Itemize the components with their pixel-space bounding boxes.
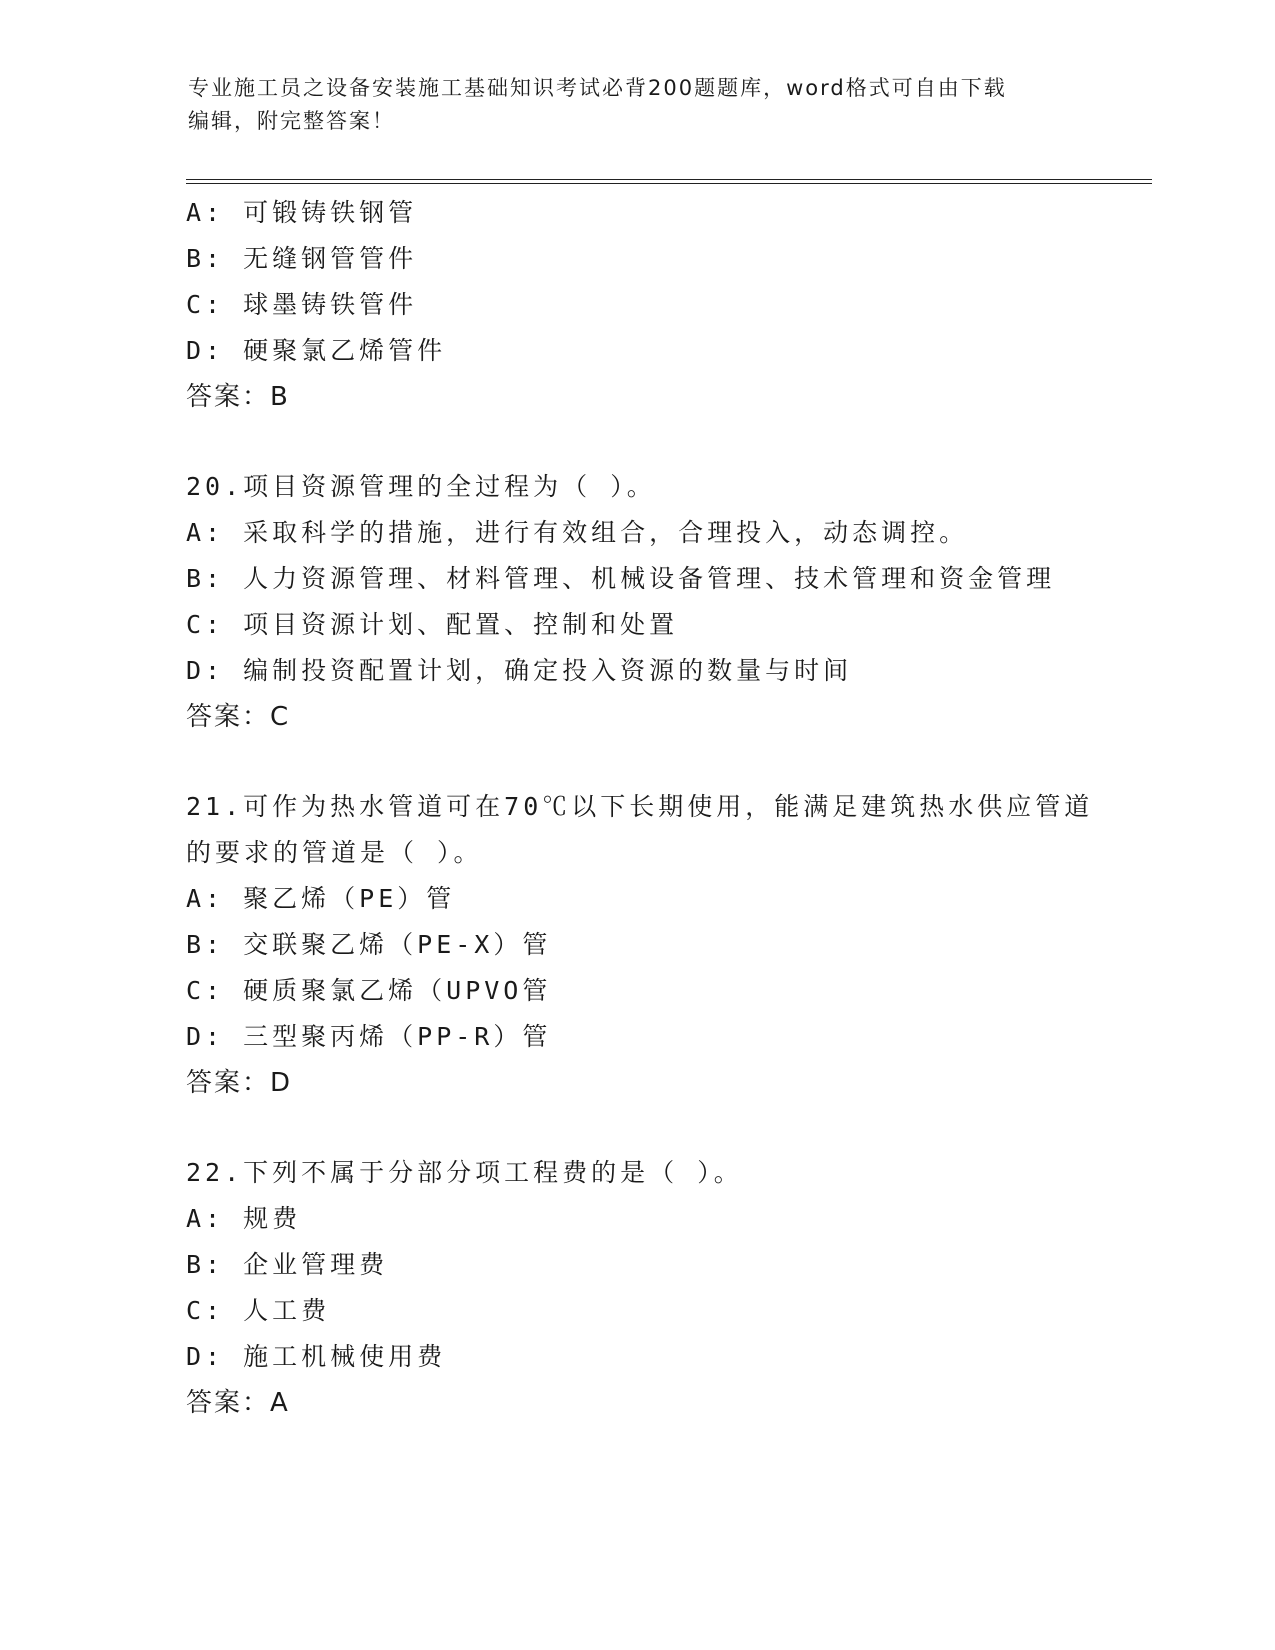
answer-line: 答案：B xyxy=(186,382,290,412)
spacer xyxy=(186,740,1146,784)
option-d: D: 编制投资配置计划，确定投入资源的数量与时间 xyxy=(186,656,853,685)
answer-line: 答案：C xyxy=(186,702,291,732)
question-20 xyxy=(186,464,1146,740)
option-a: A: 可锻铸铁钢管 xyxy=(186,198,418,227)
option-d: D: 三型聚丙烯（PP-R）管 xyxy=(186,1022,552,1051)
header-line-2: 编辑，附完整答案！ xyxy=(188,109,395,133)
spacer xyxy=(186,1106,1146,1150)
option-b: B: 无缝钢管管件 xyxy=(186,244,418,273)
spacer xyxy=(186,420,1146,464)
header-rule-top xyxy=(186,179,1152,180)
option-d: D: 施工机械使用费 xyxy=(186,1342,447,1371)
option-d: D: 硬聚氯乙烯管件 xyxy=(186,336,447,365)
header-line-1: 专业施工员之设备安装施工基础知识考试必背200题题库，word格式可自由下载 xyxy=(188,76,1007,100)
answer-line: 答案：D xyxy=(186,1068,293,1098)
option-c: C: 人工费 xyxy=(186,1296,331,1325)
answer-line: 答案：A xyxy=(186,1388,290,1418)
question-stem-line-1: 21.可作为热水管道可在70℃以下长期使用，能满足建筑热水供应管道 xyxy=(186,792,1094,821)
option-a: A: 采取科学的措施，进行有效组合，合理投入，动态调控。 xyxy=(186,518,969,547)
question-list xyxy=(186,190,1146,1426)
question-21 xyxy=(186,784,1146,1106)
option-c: C: 球墨铸铁管件 xyxy=(186,290,418,319)
question-22 xyxy=(186,1150,1146,1426)
option-a: A: 聚乙烯（PE）管 xyxy=(186,884,456,913)
option-b: B: 企业管理费 xyxy=(186,1250,389,1279)
question-stem: 22.下列不属于分部分项工程费的是（ ）。 xyxy=(186,1158,743,1187)
question-19 xyxy=(186,190,1146,420)
header-rule-bottom xyxy=(186,183,1152,184)
option-c: C: 硬质聚氯乙烯（UPVO管 xyxy=(186,976,552,1005)
question-stem-line-2: 的要求的管道是（ ）。 xyxy=(186,838,483,867)
option-b: B: 人力资源管理、材料管理、机械设备管理、技术管理和资金管理 xyxy=(186,564,1056,593)
document-header xyxy=(188,72,1088,138)
question-stem: 20.项目资源管理的全过程为（ ）。 xyxy=(186,472,656,501)
option-a: A: 规费 xyxy=(186,1204,302,1233)
option-b: B: 交联聚乙烯（PE-X）管 xyxy=(186,930,552,959)
option-c: C: 项目资源计划、配置、控制和处置 xyxy=(186,610,679,639)
